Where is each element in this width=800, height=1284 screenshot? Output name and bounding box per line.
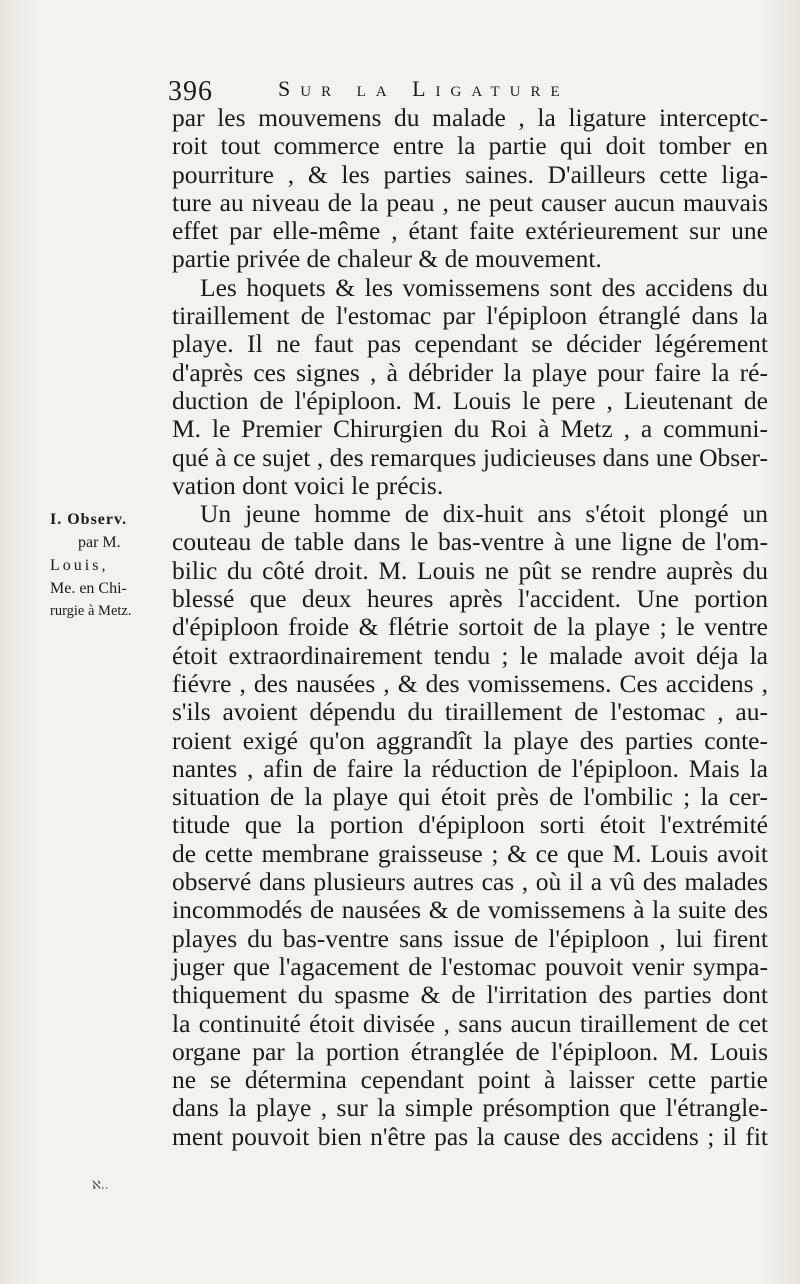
text-line: dans la playe , sur la simple présomption que l'étrangle-: [172, 1093, 768, 1123]
text-line: playe. Il ne faut pas cependant se décider légérement: [172, 329, 768, 359]
text-line: qué à ce sujet , des remarques judicieuses dans une Obser-: [172, 442, 768, 472]
text-line: de cette membrane graisseuse ; & ce que M. Louis avoit: [172, 838, 768, 868]
text-line: situation de la playe qui étoit près de l'ombilic ; la cer-: [172, 782, 768, 812]
body-text: [172, 104, 768, 1151]
text-line: juger que l'agacement de l'estomac pouvoit venir sympa-: [172, 951, 768, 981]
text-line: ture au niveau de la peau , ne peut causer aucun mauvais: [172, 187, 768, 217]
text-line: nantes , afin de faire la réduction de l'épiploon. Mais la: [172, 753, 768, 783]
margin-note-line: Louis,: [50, 557, 109, 574]
text-line: incommodés de nausées & de vomissemens à la suite des: [172, 895, 768, 925]
text-line: la continuité étoit divisée , sans aucun tiraillement de cet: [172, 1008, 768, 1038]
text-line: ne se détermina cependant point à laisser cette partie: [172, 1065, 768, 1095]
text-line: d'épiploon froide & flétrie sortoit de la playe ; le ventre: [172, 612, 768, 642]
margin-note-line: Me. en Chi-: [50, 580, 127, 597]
text-line: Un jeune homme de dix-huit ans s'étoit plongé un: [200, 499, 768, 529]
text-line: Les hoquets & les vomissemens sont des accidens du: [200, 272, 768, 302]
text-line: titude que la portion d'épiploon sorti étoit l'extrémité: [172, 810, 768, 840]
text-line: partie privée de chaleur & de mouvement.: [172, 244, 602, 274]
text-line: bilic du côté droit. M. Louis ne pût se rendre auprès du: [172, 555, 768, 585]
margin-note-line: rurgie à Metz.: [50, 603, 132, 619]
text-line: observé dans plusieurs autres cas , où il a vû des malades: [172, 867, 768, 897]
text-line: d'après ces signes , à débrider la playe pour faire la ré-: [172, 357, 768, 387]
margin-note-line: par M.: [78, 534, 121, 551]
text-line: s'ils avoient dépendu du tiraillement de l'estomac , au-: [172, 697, 768, 727]
text-line: tiraillement de l'estomac par l'épiploon étranglé dans la: [172, 301, 768, 331]
text-line: duction de l'épiploon. M. Louis le pere , Lieutenant de: [172, 385, 768, 415]
text-line: effet par elle-même , étant faite extérieurement sur une: [172, 216, 768, 246]
signature-mark: ℵ..: [92, 1178, 109, 1192]
margin-note: [50, 508, 168, 623]
text-line: roient exigé qu'on aggrandît la playe des parties conte-: [172, 725, 768, 755]
text-line: fiévre , des nausées , & des vomissemens. Ces accidens ,: [172, 668, 768, 698]
text-line: thiquement du spasme & de l'irritation des parties dont: [172, 980, 768, 1010]
text-line: organe par la portion étranglée de l'épiploon. M. Louis: [172, 1036, 768, 1066]
text-line: roit tout commerce entre la partie qui doit tomber en: [172, 131, 768, 161]
text-line: vation dont voici le précis.: [172, 470, 444, 500]
text-line: étoit extraordinairement tendu ; le malade avoit déja la: [172, 640, 768, 670]
text-line: ment pouvoit bien n'être pas la cause des accidens ; il fit: [172, 1121, 768, 1151]
text-line: M. le Premier Chirurgien du Roi à Metz , a communi-: [172, 414, 768, 444]
text-line: pourriture , & les parties saines. D'ailleurs cette liga-: [172, 159, 768, 189]
text-line: par les mouvemens du malade , la ligature interceptc-: [172, 103, 768, 132]
margin-note-line: I. Observ.: [50, 511, 128, 528]
page-number: 396: [168, 76, 213, 107]
text-line: blessé que deux heures après l'accident. Une portion: [172, 584, 768, 614]
text-line: couteau de table dans le bas-ventre à une ligne de l'om-: [172, 527, 768, 557]
running-head: Sur la Ligature: [278, 76, 570, 101]
text-line: playes du bas-ventre sans issue de l'épiploon , lui firent: [172, 923, 768, 953]
